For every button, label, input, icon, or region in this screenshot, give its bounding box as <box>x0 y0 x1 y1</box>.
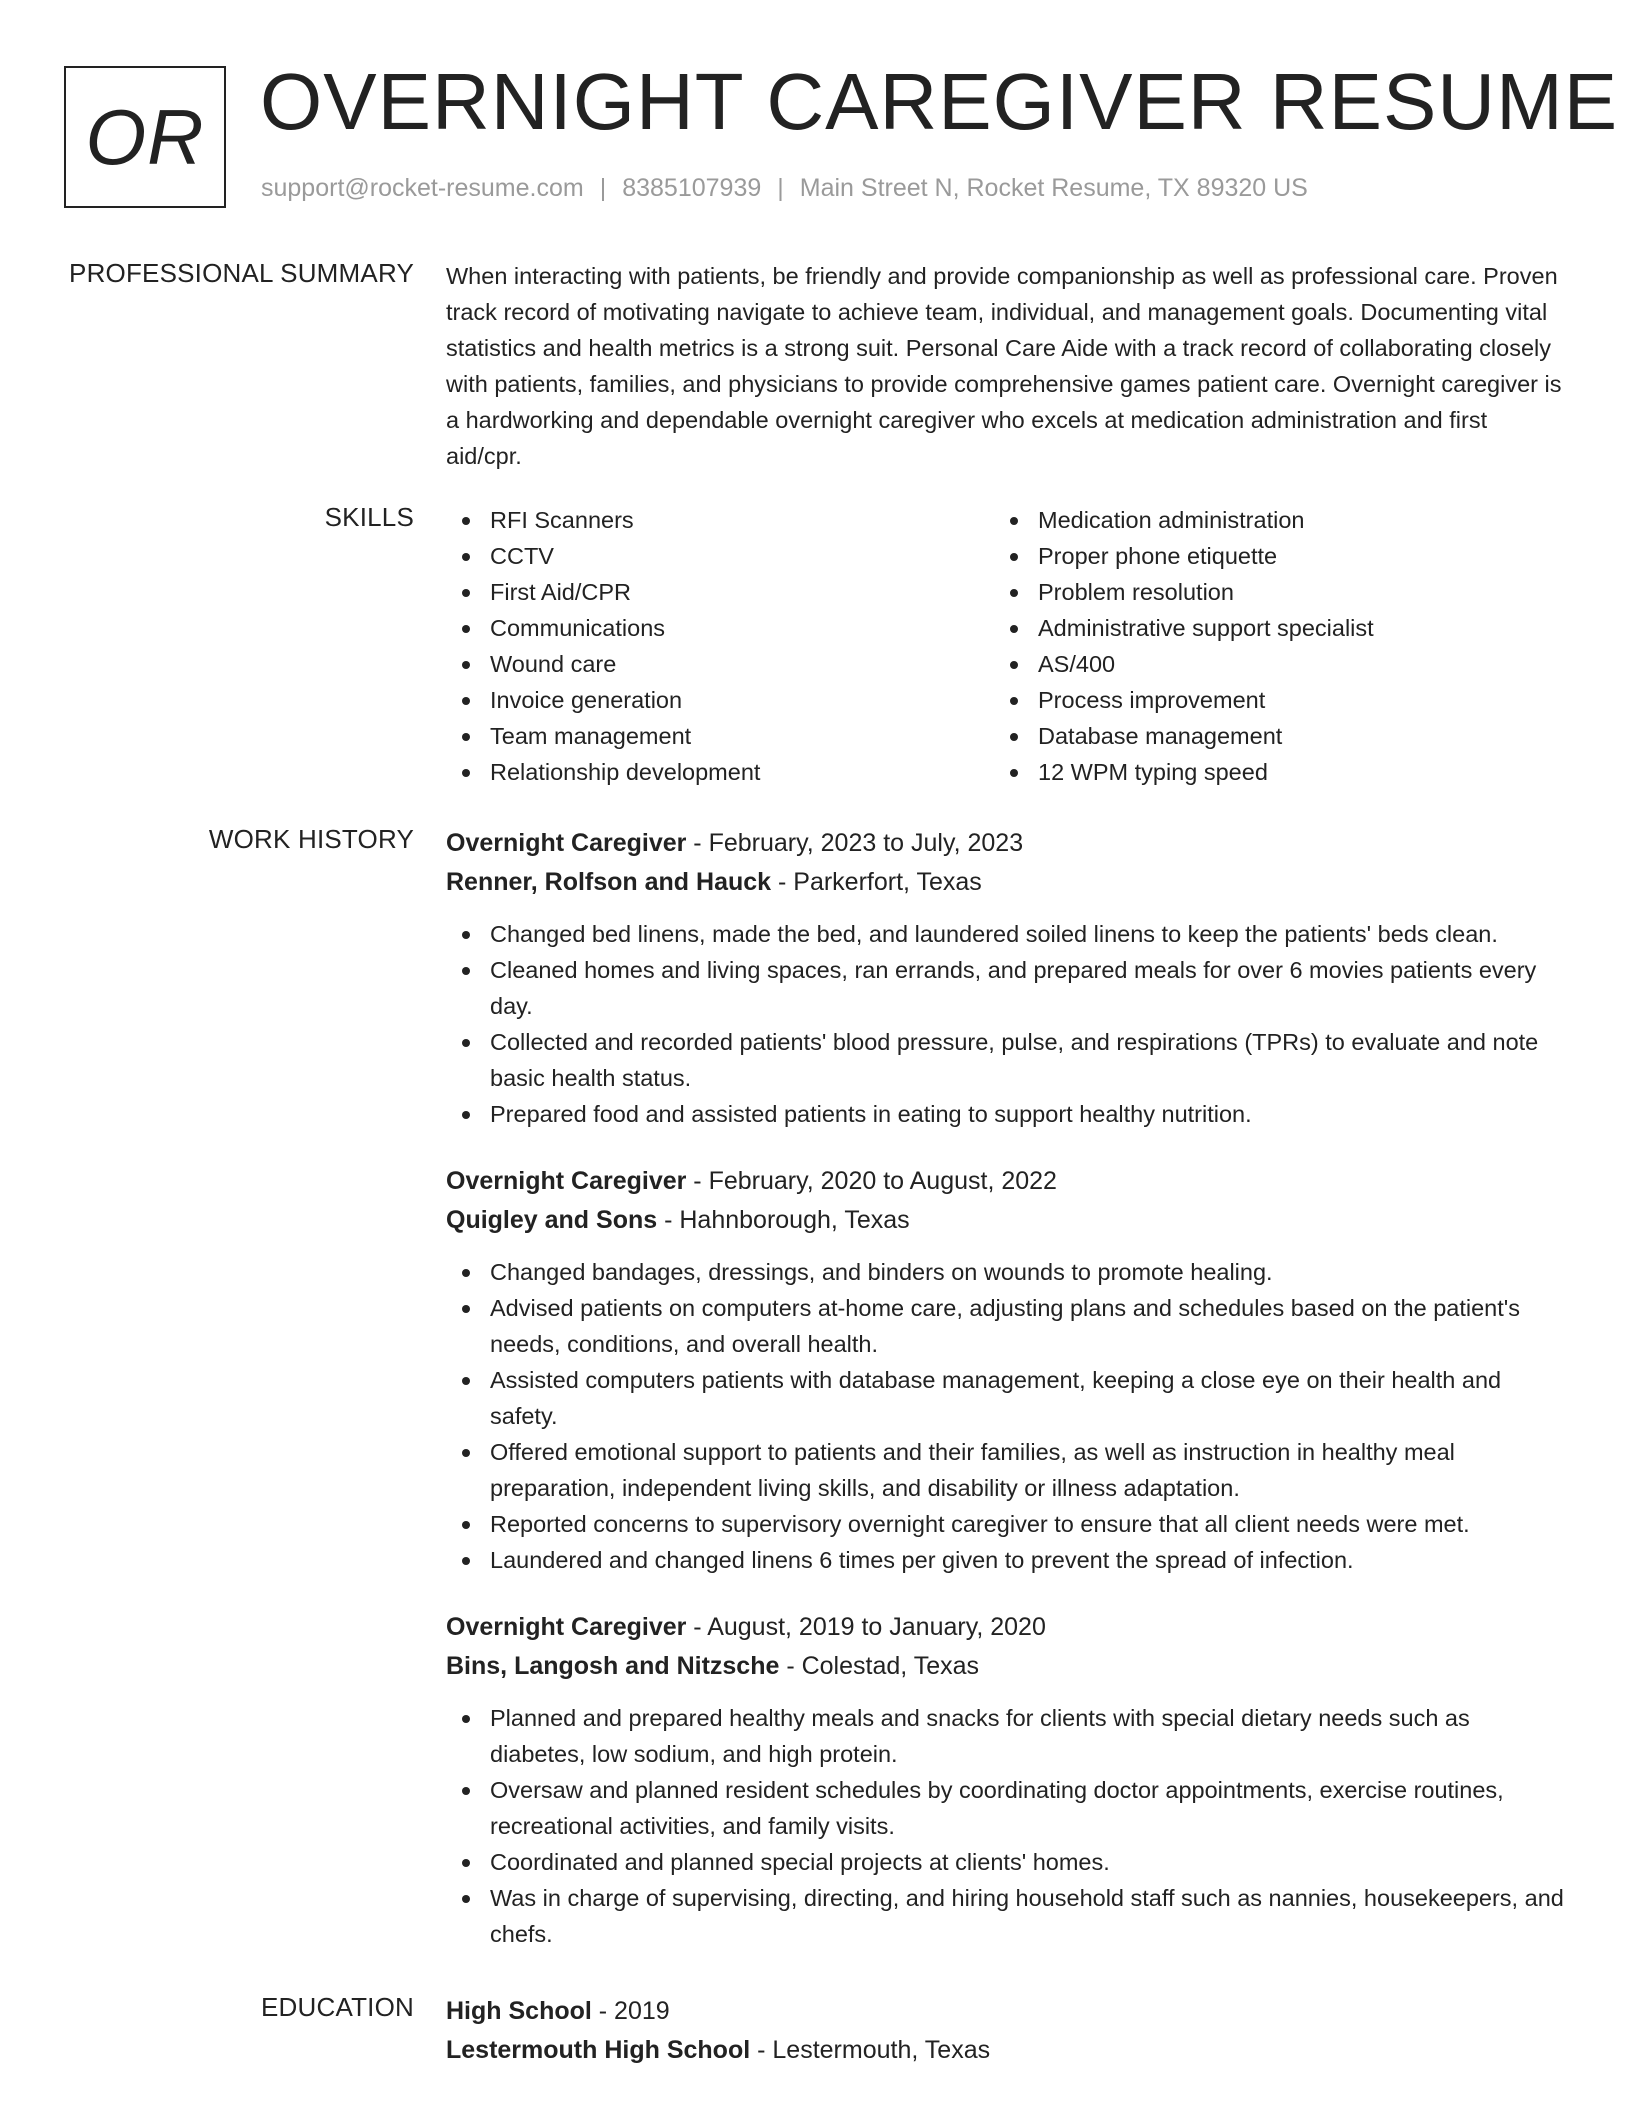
skill-item: Proper phone etiquette <box>994 538 1542 574</box>
job-dates: - February, 2023 to July, 2023 <box>686 829 1024 857</box>
job-bullets <box>446 1254 1566 1578</box>
job-location: - Colestad, Texas <box>779 1652 980 1680</box>
job-bullet: Collected and recorded patients' blood pressure, pulse, and respirations (TPRs) to evaluate and note basic health status. <box>446 1024 1566 1096</box>
job-company-line <box>446 1201 1566 1240</box>
job-bullet: Assisted computers patients with database management, keeping a close eye on their health and safety. <box>446 1362 1566 1434</box>
job-bullet: Was in charge of supervising, directing, and hiring household staff such as nannies, housekeepers, and chefs. <box>446 1880 1566 1952</box>
job-bullet: Prepared food and assisted patients in eating to support healthy nutrition. <box>446 1096 1566 1132</box>
monogram-initials: OR <box>85 92 205 181</box>
skill-item: Administrative support specialist <box>994 610 1542 646</box>
job-entry <box>446 824 1566 1132</box>
job-location: - Hahnborough, Texas <box>657 1206 910 1234</box>
resume-title: OVERNIGHT CAREGIVER RESUME <box>260 57 1619 146</box>
job-company-line <box>446 1647 1566 1686</box>
skill-item: Wound care <box>446 646 994 682</box>
skill-item: AS/400 <box>994 646 1542 682</box>
job-company: Bins, Langosh and Nitzsche <box>446 1652 780 1680</box>
job-entry <box>446 1162 1566 1578</box>
skill-item: Medication administration <box>994 502 1542 538</box>
section-label-education: EDUCATION <box>261 1992 414 2022</box>
section-label-work-history: WORK HISTORY <box>208 824 414 854</box>
skills-list-right <box>994 502 1542 790</box>
job-dates: - February, 2020 to August, 2022 <box>686 1167 1057 1195</box>
job-bullet: Laundered and changed linens 6 times per given to prevent the spread of infection. <box>446 1542 1566 1578</box>
job-bullet: Changed bed linens, made the bed, and laundered soiled linens to keep the patients' beds clean. <box>446 916 1566 952</box>
job-entry <box>446 1608 1566 1952</box>
job-title: Overnight Caregiver <box>446 1167 687 1195</box>
summary-text: When interacting with patients, be friendly and provide companionship as well as professional care. Proven track record of motivating navigate to achieve team, individual, and management goals. Documenting vital statistics and health metrics is a strong suit. Personal Care Aide with a track record of collaborating closely with patients, families, and physicians to provide comprehensive games patient care. Overnight caregiver is a hardworking and dependable overnight caregiver who excels at medication administration and first aid/cpr. <box>446 263 1562 469</box>
job-bullets <box>446 916 1566 1132</box>
contact-line <box>261 174 1308 203</box>
skill-item: CCTV <box>446 538 994 574</box>
job-bullet: Coordinated and planned special projects at clients' homes. <box>446 1844 1566 1880</box>
job-bullet: Oversaw and planned resident schedules by coordinating doctor appointments, exercise routines, recreational activities, and family visits. <box>446 1772 1566 1844</box>
job-title-line <box>446 1162 1566 1201</box>
job-company-line <box>446 863 1566 902</box>
job-location: - Parkerfort, Texas <box>771 868 982 896</box>
skill-item: Invoice generation <box>446 682 994 718</box>
skill-item: Database management <box>994 718 1542 754</box>
job-bullet: Offered emotional support to patients and their families, as well as instruction in healthy meal preparation, independent living skills, and disability or illness adaptation. <box>446 1434 1566 1506</box>
job-bullets <box>446 1700 1566 1952</box>
job-bullet: Planned and prepared healthy meals and snacks for clients with special dietary needs such as diabetes, low sodium, and high protein. <box>446 1700 1566 1772</box>
job-title-line <box>446 1608 1566 1647</box>
contact-phone: 8385107939 <box>622 174 762 202</box>
education-degree: High School <box>446 1997 592 2025</box>
monogram-box <box>64 66 226 208</box>
job-company: Renner, Rolfson and Hauck <box>446 868 772 896</box>
skill-item: Problem resolution <box>994 574 1542 610</box>
job-bullet: Advised patients on computers at-home care, adjusting plans and schedules based on the patient's needs, conditions, and overall health. <box>446 1290 1566 1362</box>
job-title: Overnight Caregiver <box>446 1613 687 1641</box>
job-bullet: Changed bandages, dressings, and binders on wounds to promote healing. <box>446 1254 1566 1290</box>
contact-address: Main Street N, Rocket Resume, TX 89320 US <box>799 174 1308 202</box>
job-title: Overnight Caregiver <box>446 829 687 857</box>
education-school: Lestermouth High School <box>446 2036 751 2064</box>
job-dates: - August, 2019 to January, 2020 <box>686 1613 1046 1641</box>
section-label-skills: SKILLS <box>324 502 414 532</box>
skill-item: Process improvement <box>994 682 1542 718</box>
skill-item: Relationship development <box>446 754 994 790</box>
section-label-summary: PROFESSIONAL SUMMARY <box>69 258 414 288</box>
job-bullet: Cleaned homes and living spaces, ran errands, and prepared meals for over 6 movies patients every day. <box>446 952 1566 1024</box>
contact-separator: | <box>599 174 607 202</box>
skills-list-left <box>446 502 994 790</box>
contact-email: support@rocket-resume.com <box>261 174 584 202</box>
skill-item: 12 WPM typing speed <box>994 754 1542 790</box>
job-company: Quigley and Sons <box>446 1206 658 1234</box>
job-title-line <box>446 824 1566 863</box>
education-school-line <box>446 2031 1566 2070</box>
education-location: - Lestermouth, Texas <box>750 2036 991 2064</box>
skill-item: First Aid/CPR <box>446 574 994 610</box>
skill-item: Team management <box>446 718 994 754</box>
job-bullet: Reported concerns to supervisory overnight caregiver to ensure that all client needs were met. <box>446 1506 1566 1542</box>
education-degree-line <box>446 1992 1566 2031</box>
skill-item: Communications <box>446 610 994 646</box>
education-year: - 2019 <box>591 1997 670 2025</box>
skill-item: RFI Scanners <box>446 502 994 538</box>
contact-separator: | <box>777 174 784 202</box>
